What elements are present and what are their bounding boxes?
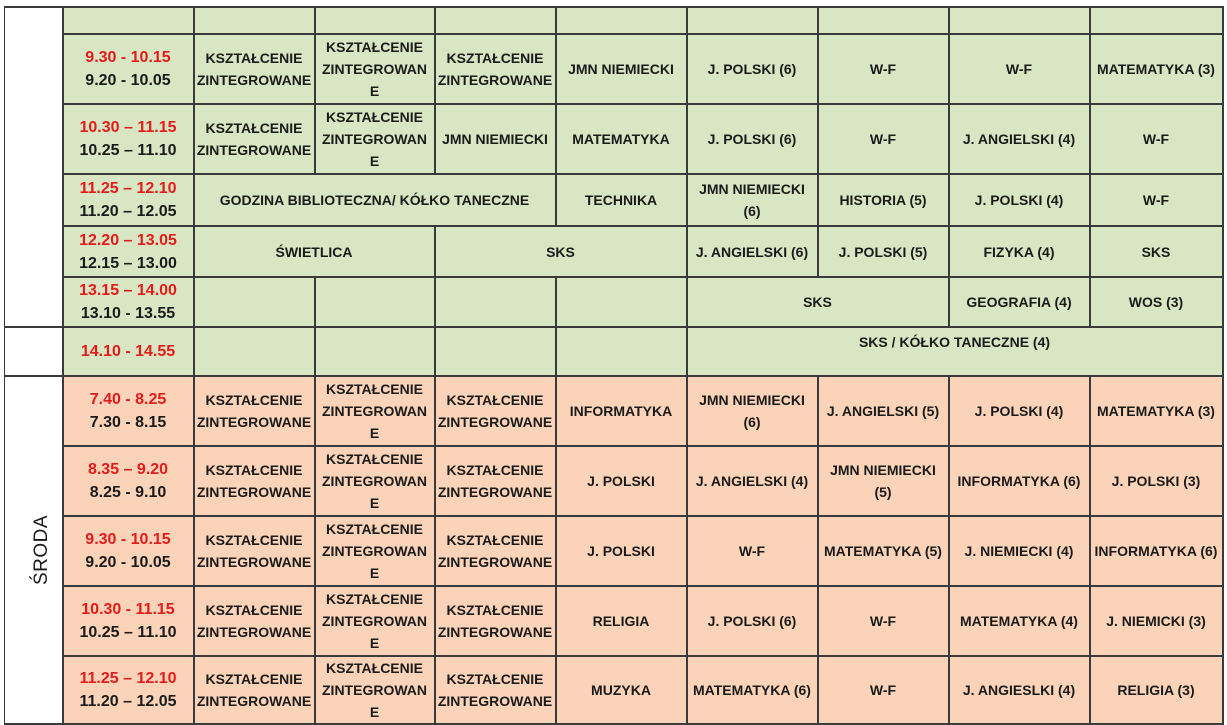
subject-cell: KSZTAŁCENIE ZINTEGROWANE bbox=[315, 656, 435, 724]
subject-cell: J. POLSKI (5) bbox=[818, 226, 949, 277]
subject-cell: W-F bbox=[818, 34, 949, 104]
subject-cell: W-F bbox=[818, 656, 949, 724]
subject-cell: KSZTAŁCENIE ZINTEGROWANE bbox=[315, 516, 435, 586]
subject-cell: TECHNIKA bbox=[556, 174, 687, 226]
alt-lesson-time: 10.25 – 11.10 bbox=[79, 142, 177, 159]
subject-cell bbox=[435, 7, 556, 34]
time-cell bbox=[63, 226, 194, 277]
lesson-time: 10.30 – 11.15 bbox=[79, 119, 177, 136]
subject-cell: J. POLSKI (4) bbox=[949, 376, 1090, 446]
subject-cell: HISTORIA (5) bbox=[818, 174, 949, 226]
lesson-time: 12.20 – 13.05 bbox=[79, 231, 177, 249]
subject-cell: J. POLSKI bbox=[556, 516, 687, 586]
subject-cell: RELIGIA bbox=[556, 586, 687, 656]
subject-cell: KSZTAŁCENIE ZINTEGROWANE bbox=[194, 446, 315, 516]
subject-cell: KSZTAŁCENIE ZINTEGROWANE bbox=[435, 656, 556, 724]
subject-cell: W-F bbox=[1090, 104, 1223, 174]
subject-cell bbox=[194, 277, 315, 327]
subject-cell: JMN NIEMIECKI (6) bbox=[687, 376, 818, 446]
day-cell bbox=[5, 327, 63, 376]
subject-cell: KSZTAŁCENIE ZINTEGROWANE bbox=[315, 34, 435, 104]
schedule-body bbox=[5, 7, 1223, 724]
subject-cell bbox=[556, 277, 687, 327]
subject-cell: MATEMATYKA (6) bbox=[687, 656, 818, 724]
lesson-time: 8.35 – 9.20 bbox=[87, 461, 169, 478]
subject-cell: SKS / KÓŁKO TANECZNE (4) bbox=[687, 327, 1223, 376]
lesson-time: 9.30 - 10.15 bbox=[85, 531, 171, 548]
subject-cell: KSZTAŁCENIE ZINTEGROWANE bbox=[435, 34, 556, 104]
lesson-time: 11.25 – 12.10 bbox=[79, 670, 177, 687]
subject-cell bbox=[194, 327, 315, 376]
subject-cell: JMN NIEMIECKI (5) bbox=[818, 446, 949, 516]
alt-lesson-time: 9.20 - 10.05 bbox=[85, 72, 171, 89]
table-row bbox=[5, 327, 1223, 376]
table-row bbox=[5, 656, 1223, 724]
table-row bbox=[5, 376, 1223, 446]
subject-cell: GEOGRAFIA (4) bbox=[949, 277, 1090, 327]
subject-cell: J. ANGIELSKI (5) bbox=[818, 376, 949, 446]
alt-lesson-time: 13.10 - 13.55 bbox=[80, 305, 176, 322]
alt-lesson-time: 11.20 – 12.05 bbox=[79, 203, 177, 220]
subject-cell: KSZTAŁCENIE ZINTEGROWANE bbox=[194, 34, 315, 104]
subject-cell: J. POLSKI (6) bbox=[687, 104, 818, 174]
subject-cell: KSZTAŁCENIE ZINTEGROWANE bbox=[194, 104, 315, 174]
lesson-time: 13.15 – 14.00 bbox=[79, 282, 177, 299]
subject-cell: W-F bbox=[949, 34, 1090, 104]
subject-cell: GODZINA BIBLIOTECZNA/ KÓŁKO TANECZNE bbox=[194, 174, 556, 226]
table-row bbox=[5, 516, 1223, 586]
subject-cell: JMN NIEMIECKI bbox=[435, 104, 556, 174]
day-cell bbox=[5, 7, 63, 327]
subject-cell bbox=[315, 7, 435, 34]
subject-cell: INFORMATYKA (6) bbox=[1090, 516, 1223, 586]
subject-cell: KSZTAŁCENIE ZINTEGROWANE bbox=[315, 104, 435, 174]
schedule-table bbox=[4, 6, 1224, 725]
subject-cell: KSZTAŁCENIE ZINTEGROWANE bbox=[194, 586, 315, 656]
subject-cell bbox=[315, 327, 435, 376]
subject-cell: KSZTAŁCENIE ZINTEGROWANE bbox=[435, 586, 556, 656]
day-label-cell bbox=[5, 376, 63, 724]
subject-cell: W-F bbox=[818, 104, 949, 174]
time-cell bbox=[63, 516, 194, 586]
subject-cell: WOS (3) bbox=[1090, 277, 1223, 327]
subject-cell bbox=[194, 7, 315, 34]
subject-cell: SKS bbox=[435, 226, 687, 277]
alt-lesson-time: 8.25 - 9.10 bbox=[89, 484, 167, 501]
subject-cell bbox=[435, 277, 556, 327]
subject-cell: ŚWIETLICA bbox=[194, 226, 435, 277]
subject-cell: MATEMATYKA (5) bbox=[818, 516, 949, 586]
subject-cell: J. ANGIELSKI (4) bbox=[949, 104, 1090, 174]
subject-cell: J. ANGIELSKI (6) bbox=[687, 226, 818, 277]
lesson-time: 9.30 - 10.15 bbox=[85, 49, 171, 66]
time-cell bbox=[63, 376, 194, 446]
subject-cell: JMN NIEMIECKI (6) bbox=[687, 174, 818, 226]
day-label: ŚRODA bbox=[31, 514, 53, 586]
subject-cell: J. NIEMICKI (3) bbox=[1090, 586, 1223, 656]
alt-lesson-time: 11.20 – 12.05 bbox=[79, 693, 177, 710]
time-cell bbox=[63, 327, 194, 376]
subject-cell: MATEMATYKA (3) bbox=[1090, 376, 1223, 446]
subject-cell: J. POLSKI (6) bbox=[687, 586, 818, 656]
lesson-time: 14.10 - 14.55 bbox=[80, 343, 176, 360]
time-cell bbox=[63, 656, 194, 724]
subject-cell: FIZYKA (4) bbox=[949, 226, 1090, 277]
alt-lesson-time: 7.30 - 8.15 bbox=[89, 414, 167, 431]
subject-cell: INFORMATYKA (6) bbox=[949, 446, 1090, 516]
table-row bbox=[5, 174, 1223, 226]
table-row bbox=[5, 7, 1223, 34]
alt-lesson-time: 9.20 - 10.05 bbox=[85, 554, 171, 571]
subject-cell: W-F bbox=[1090, 174, 1223, 226]
lesson-time: 7.40 - 8.25 bbox=[89, 391, 167, 408]
time-cell bbox=[63, 7, 194, 34]
subject-cell bbox=[556, 327, 687, 376]
time-cell bbox=[63, 277, 194, 327]
subject-cell: RELIGIA (3) bbox=[1090, 656, 1223, 724]
subject-cell bbox=[687, 7, 818, 34]
subject-cell bbox=[949, 7, 1090, 34]
subject-cell: KSZTAŁCENIE ZINTEGROWANE bbox=[194, 516, 315, 586]
subject-cell: J. POLSKI (4) bbox=[949, 174, 1090, 226]
subject-cell: MATEMATYKA (4) bbox=[949, 586, 1090, 656]
subject-cell: MATEMATYKA bbox=[556, 104, 687, 174]
subject-cell: INFORMATYKA bbox=[556, 376, 687, 446]
alt-lesson-time: 12.15 – 13.00 bbox=[79, 254, 177, 272]
time-cell bbox=[63, 586, 194, 656]
time-cell bbox=[63, 446, 194, 516]
table-row bbox=[5, 277, 1223, 327]
subject-cell: JMN NIEMIECKI bbox=[556, 34, 687, 104]
subject-cell bbox=[435, 327, 556, 376]
subject-cell: KSZTAŁCENIE ZINTEGROWANE bbox=[194, 656, 315, 724]
subject-cell: J. POLSKI (3) bbox=[1090, 446, 1223, 516]
table-row bbox=[5, 446, 1223, 516]
subject-cell: KSZTAŁCENIE ZINTEGROWANE bbox=[435, 376, 556, 446]
lesson-time: 10.30 - 11.15 bbox=[81, 601, 175, 618]
table-row bbox=[5, 34, 1223, 104]
subject-cell: KSZTAŁCENIE ZINTEGROWANE bbox=[435, 446, 556, 516]
time-cell bbox=[63, 104, 194, 174]
alt-lesson-time: 10.25 – 11.10 bbox=[79, 624, 177, 641]
subject-cell: J. POLSKI (6) bbox=[687, 34, 818, 104]
table-row bbox=[5, 586, 1223, 656]
subject-cell: MUZYKA bbox=[556, 656, 687, 724]
subject-cell: KSZTAŁCENIE ZINTEGROWANE bbox=[194, 376, 315, 446]
subject-cell: KSZTAŁCENIE ZINTEGROWANE bbox=[315, 586, 435, 656]
subject-cell: KSZTAŁCENIE ZINTEGROWANE bbox=[435, 516, 556, 586]
subject-cell: MATEMATYKA (3) bbox=[1090, 34, 1223, 104]
subject-cell: SKS bbox=[687, 277, 949, 327]
subject-cell: J. ANGIELSKI (4) bbox=[687, 446, 818, 516]
subject-cell: J. POLSKI bbox=[556, 446, 687, 516]
table-row bbox=[5, 226, 1223, 277]
subject-cell: W-F bbox=[818, 586, 949, 656]
subject-cell: J. ANGIESLKI (4) bbox=[949, 656, 1090, 724]
subject-cell: SKS bbox=[1090, 226, 1223, 277]
subject-cell bbox=[1090, 7, 1223, 34]
subject-cell: W-F bbox=[687, 516, 818, 586]
subject-cell: KSZTAŁCENIE ZINTEGROWANE bbox=[315, 376, 435, 446]
time-cell bbox=[63, 174, 194, 226]
subject-cell: J. NIEMIECKI (4) bbox=[949, 516, 1090, 586]
subject-cell bbox=[315, 277, 435, 327]
lesson-time: 11.25 – 12.10 bbox=[79, 180, 177, 197]
table-row bbox=[5, 104, 1223, 174]
time-cell bbox=[63, 34, 194, 104]
subject-cell: KSZTAŁCENIE ZINTEGROWANE bbox=[315, 446, 435, 516]
subject-cell bbox=[556, 7, 687, 34]
subject-cell bbox=[818, 7, 949, 34]
